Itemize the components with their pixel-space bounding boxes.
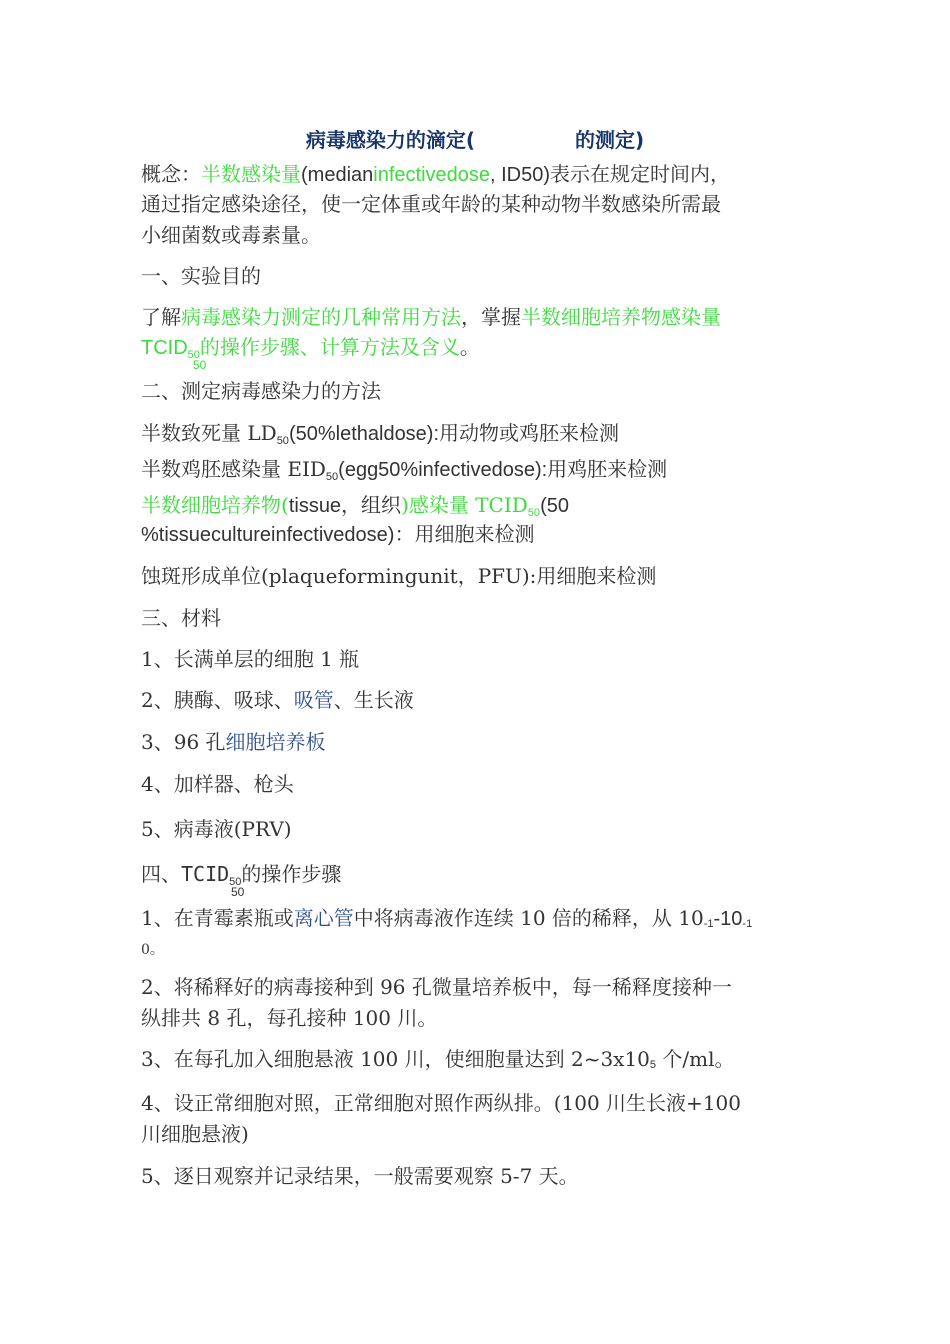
section2-heading: 二、测定病毒感染力的方法	[141, 379, 381, 403]
step-3: 3、在每孔加入细胞悬液 100 川，使细胞量达到 2~3x105 个/ml。	[141, 1047, 735, 1071]
material-item-4: 4、加样器、枪头	[141, 772, 294, 796]
concept-line1: 概念：半数感染量(medianinfectivedose, ID50)表示在规定时间内，	[141, 162, 731, 186]
title-part1: 病毒感染力的滴定(	[305, 128, 475, 152]
step-4-line1: 4、设正常细胞对照，正常细胞对照作两纵排。(100 川生长液+100	[141, 1091, 741, 1115]
culture-plate-link[interactable]: 细胞培养板	[225, 730, 326, 754]
title-part2: 的测定)	[575, 128, 645, 152]
material-item-3: 3、96 孔细胞培养板	[141, 730, 326, 754]
step-1-line2: 0。	[141, 942, 164, 958]
step-4-line2: 川细胞悬液)	[141, 1122, 249, 1146]
concept-english: infectivedose	[373, 164, 491, 186]
method-eid50: 半数鸡胚感染量 $EID_{50}(egg50\%infectivedose)$:用鸡胚来检测	[141, 457, 668, 483]
material-item-1: 1、长满单层的细胞 1 瓶	[141, 647, 360, 671]
step-5: 5、逐日观察并记录结果，一般需要观察 5-7 天。	[141, 1164, 579, 1188]
concept-line2: 通过指定感染途径，使一定体重或年龄的某种动物半数感染所需最	[141, 192, 721, 216]
step-1-line1: 1、在青霉素瓶或离心管中将病毒液作连续 10 倍的稀释，从 10-1-10-1	[141, 906, 753, 930]
section1-paragraph-line1: 了解病毒感染力测定的几种常用方法，掌握半数细胞培养物感染量	[141, 305, 721, 329]
method-pfu: 蚀斑形成单位(plaqueformingunit，PFU):用细胞来检测	[141, 564, 657, 588]
section1-paragraph-line2: $TCID_{50}$ 50 的操作步骤、计算方法及含义。	[141, 335, 480, 372]
section3-heading: 三、材料	[141, 606, 221, 630]
method-tcid50-line2: %tissuecultureinfectivedose)：用细胞来检测	[141, 524, 535, 546]
material-item-2: 2、胰酶、吸球、吸管、生长液	[141, 688, 414, 712]
section1-heading: 一、实验目的	[141, 264, 261, 288]
method-ld50: 半数致死量 $LD_{50}(50\%lethaldose)$:用动物或鸡胚来检测	[141, 421, 620, 447]
material-item-5: 5、病毒液(PRV)	[141, 817, 292, 841]
concept-line3: 小细菌数或毒素量。	[141, 223, 321, 247]
document-title	[0, 124, 950, 153]
section4-heading: 四、$TCID_{50}$ 50 的操作步骤	[141, 862, 342, 899]
step-2-line2: 纵排共 8 孔，每孔接种 100 川。	[141, 1006, 438, 1030]
method-tcid50-line1: 半数细胞培养物(tissue，组织)感染量 $TCID_{50}(50$	[141, 493, 569, 519]
concept-term: 半数感染量	[201, 162, 301, 186]
step-2-line1: 2、将稀释好的病毒接种到 96 孔微量培养板中，每一稀释度接种一	[141, 975, 732, 999]
pipette-link[interactable]: 吸管	[293, 688, 334, 712]
centrifuge-tube-link[interactable]: 离心管	[293, 906, 354, 930]
